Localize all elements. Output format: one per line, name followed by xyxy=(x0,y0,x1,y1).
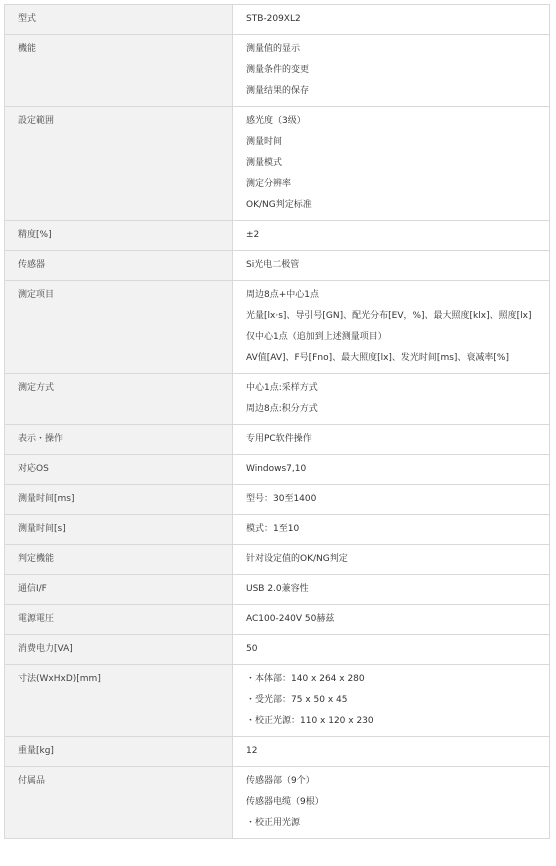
row-value xyxy=(233,374,550,425)
table-row xyxy=(5,251,550,281)
value-line: ・本体部：140 x 264 x 280 xyxy=(246,674,365,684)
table-row xyxy=(5,425,550,455)
row-label: 通信I/F xyxy=(5,575,233,605)
value-line: AV值[AV]、F号[Fno]、最大照度[lx]、发光时间[ms]、衰减率[%] xyxy=(246,353,509,363)
row-value xyxy=(233,107,550,221)
table-row xyxy=(5,605,550,635)
row-label: 付属品 xyxy=(5,767,233,839)
row-value xyxy=(233,251,550,281)
value-line: ・校正用光源 xyxy=(246,818,301,828)
value-line: 针对设定值的OK/NG判定 xyxy=(246,554,348,564)
table-row xyxy=(5,35,550,107)
row-value xyxy=(233,515,550,545)
row-value xyxy=(233,767,550,839)
row-label: 電源電圧 xyxy=(5,605,233,635)
row-value xyxy=(233,545,550,575)
value-line: ・受光部：75 x 50 x 45 xyxy=(246,695,348,705)
value-line: 测量结果的保存 xyxy=(246,86,310,96)
row-label: 型式 xyxy=(5,5,233,35)
table-row xyxy=(5,455,550,485)
row-value xyxy=(233,455,550,485)
value-line: 测量值的显示 xyxy=(246,44,301,54)
value-line: USB 2.0兼容性 xyxy=(246,584,309,594)
row-label: 消费电力[VA] xyxy=(5,635,233,665)
table-row xyxy=(5,485,550,515)
row-value xyxy=(233,425,550,455)
value-line: OK/NG判定标准 xyxy=(246,200,312,210)
table-row xyxy=(5,515,550,545)
table-row xyxy=(5,221,550,251)
table-row xyxy=(5,545,550,575)
row-value xyxy=(233,221,550,251)
value-line: 周边8点+中心1点 xyxy=(246,290,319,300)
value-line: 感光度（3级） xyxy=(246,116,306,126)
row-label: 测定方式 xyxy=(5,374,233,425)
row-value xyxy=(233,575,550,605)
value-line: 测定分辨率 xyxy=(246,179,292,189)
row-value xyxy=(233,5,550,35)
value-line: 传感器电缆（9根） xyxy=(246,797,324,807)
table-row xyxy=(5,5,550,35)
row-value xyxy=(233,605,550,635)
row-label: 测量时间[s] xyxy=(5,515,233,545)
row-label: 传感器 xyxy=(5,251,233,281)
table-row xyxy=(5,575,550,605)
table-row xyxy=(5,737,550,767)
table-row xyxy=(5,374,550,425)
table-row xyxy=(5,107,550,221)
table-row xyxy=(5,767,550,839)
table-row xyxy=(5,665,550,737)
value-line: ±2 xyxy=(246,230,260,240)
row-label: 機能 xyxy=(5,35,233,107)
row-label: 表示・操作 xyxy=(5,425,233,455)
table-row xyxy=(5,635,550,665)
value-line: 型号：30至1400 xyxy=(246,494,317,504)
value-line: 测量时间 xyxy=(246,137,283,147)
value-line: STB-209XL2 xyxy=(246,14,301,24)
row-label: 测定项目 xyxy=(5,281,233,374)
value-line: Si光电二极管 xyxy=(246,260,300,270)
value-line: ・校正光源：110 x 120 x 230 xyxy=(246,716,374,726)
row-label: 重量[kg] xyxy=(5,737,233,767)
value-line: 50 xyxy=(246,644,258,654)
row-label: 寸法(WxHxD)[mm] xyxy=(5,665,233,737)
value-line: 测量模式 xyxy=(246,158,283,168)
row-value xyxy=(233,635,550,665)
row-label: 测量时间[ms] xyxy=(5,485,233,515)
row-label: 判定機能 xyxy=(5,545,233,575)
row-value xyxy=(233,665,550,737)
value-line: 周边8点:积分方式 xyxy=(246,404,318,414)
row-value xyxy=(233,737,550,767)
value-line: 12 xyxy=(246,746,258,756)
value-line: 光量[lx·s]、导引号[GN]、配光分布[EV，%]、最大照度[klx]、照度[lx] xyxy=(246,311,532,321)
value-line: 模式：1至10 xyxy=(246,524,300,534)
value-line: Windows7,10 xyxy=(246,464,307,474)
row-value xyxy=(233,281,550,374)
row-label: 精度[%] xyxy=(5,221,233,251)
row-label: 对応OS xyxy=(5,455,233,485)
value-line: 中心1点:采样方式 xyxy=(246,383,318,393)
spec-table xyxy=(4,4,550,839)
value-line: 专用PC软件操作 xyxy=(246,434,312,444)
row-value xyxy=(233,35,550,107)
row-label: 設定範囲 xyxy=(5,107,233,221)
value-line: 传感器部（9个） xyxy=(246,776,315,786)
value-line: 测量条件的变更 xyxy=(246,65,310,75)
table-row xyxy=(5,281,550,374)
row-value xyxy=(233,485,550,515)
value-line: AC100-240V 50赫兹 xyxy=(246,614,335,624)
value-line: 仅中心1点（追加到上述测量项目） xyxy=(246,332,387,342)
